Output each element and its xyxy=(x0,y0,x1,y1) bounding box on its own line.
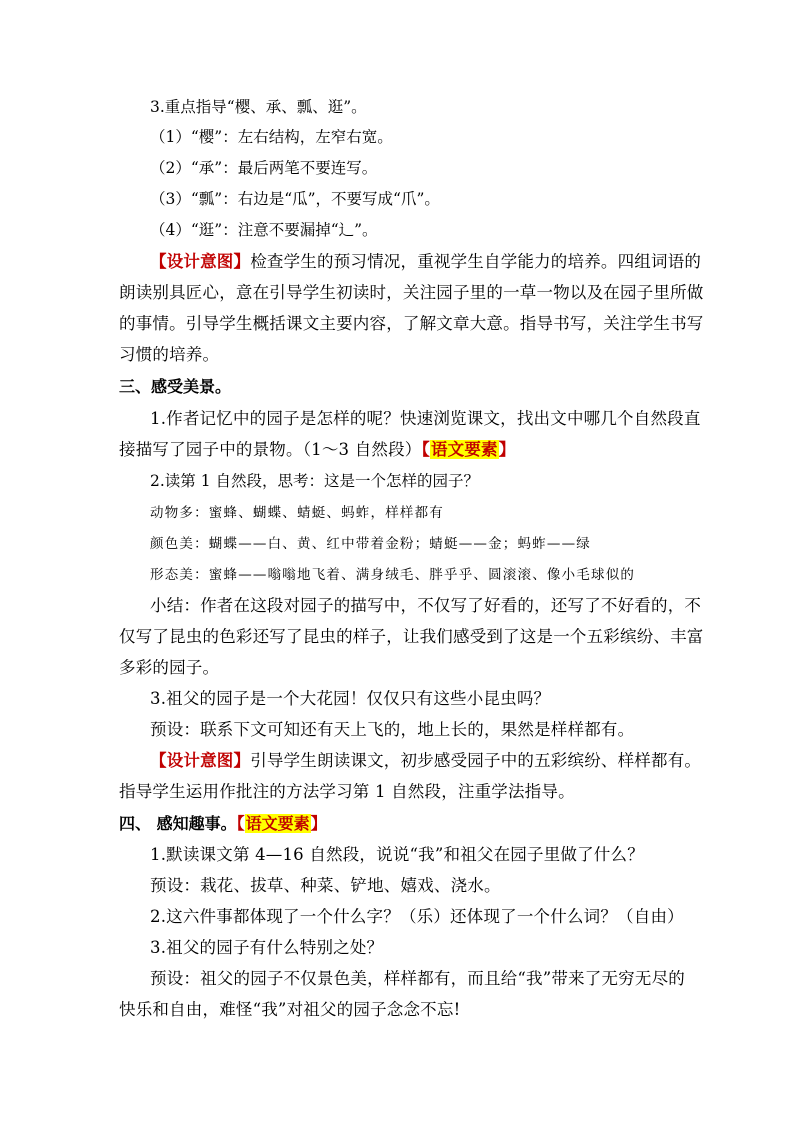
section-3-preset: 预设：联系下文可知还有天上飞的，地上长的，果然是样样都有。 xyxy=(150,720,635,739)
summary-line-1: 小结：作者在这段对园子的描写中，不仅写了好看的，还写了不好看的，不 xyxy=(150,596,702,615)
section-4-heading xyxy=(119,814,327,834)
language-element-tag: 语文要素 xyxy=(245,814,310,833)
design-intent-2-line-1 xyxy=(150,751,701,771)
guide-item-3: 3.重点指导“樱、承、瓢、逛”。 xyxy=(150,98,367,116)
design-intent-1-line-2: 朗读别具匠心，意在引导学生初读时，关注园子里的一草一物以及在园子里所做 xyxy=(119,283,704,302)
section-4-q1: 1.默读课文第 4—16 自然段，说说“我”和祖父在园子里做了什么？ xyxy=(150,845,644,864)
tag-bracket-close: 】 xyxy=(498,440,516,459)
section-4-preset-1: 预设：栽花、拔草、种菜、铲地、嬉戏、浇水。 xyxy=(150,876,501,895)
design-intent-1-line-4: 习惯的培养。 xyxy=(119,345,220,364)
guide-sub-2: （2）“承”：最后两笔不要连写。 xyxy=(150,159,378,177)
section-4-preset-3-line-2: 快乐和自由，难怪“我”对祖父的园子念念不忘! xyxy=(119,1000,461,1019)
guide-sub-4: （4）“逛”：注意不要漏掉“辶”。 xyxy=(150,221,378,239)
guide-sub-1: （1）“樱”：左右结构，左窄右宽。 xyxy=(150,128,393,146)
section-4-q2: 2.这六件事都体现了一个什么字？（乐）还体现了一个什么词？（自由） xyxy=(150,907,684,926)
section-4-heading-text: 四、 感知趣事。 xyxy=(119,814,237,833)
section-3-heading: 三、感受美景。 xyxy=(119,377,232,396)
summary-line-2: 仅写了昆虫的色彩还写了昆虫的样子，让我们感受到了这是一个五彩缤纷、丰富 xyxy=(119,627,704,646)
design-intent-tag: 【设计意图】 xyxy=(150,751,251,770)
section-3-q1-line-2 xyxy=(119,440,515,460)
note-forms: 形态美：蜜蜂——嗡嗡地飞着、满身绒毛、胖乎乎、圆滚滚、像小毛球似的 xyxy=(150,567,636,583)
section-3-q1-text: 接描写了园子中的景物。（1～3 自然段） xyxy=(119,440,422,459)
section-3-q2: 2.读第 1 自然段，思考：这是一个怎样的园子？ xyxy=(150,472,480,490)
tag-bracket-close: 】 xyxy=(310,814,327,833)
section-4-preset-3-line-1: 预设：祖父的园子不仅景色美，样样都有，而且给“我”带来了无穷无尽的 xyxy=(150,969,685,988)
tag-bracket-open: 【 xyxy=(421,440,430,459)
section-3-q1-line-1: 1.作者记忆中的园子是怎样的呢？快速浏览课文，找出文中哪几个自然段直 xyxy=(150,409,701,428)
guide-sub-3: （3）“瓢”：右边是“瓜”，不要写成“爪”。 xyxy=(150,190,440,208)
section-3-q3: 3.祖父的园子是一个大花园！仅仅只有这些小昆虫吗？ xyxy=(150,689,551,708)
design-intent-1-line-3: 的事情。引导学生概括课文主要内容，了解文章大意。指导书写，关注学生书写 xyxy=(119,314,704,333)
section-4-q3: 3.祖父的园子有什么特别之处？ xyxy=(150,938,384,957)
tag-bracket-open: 【 xyxy=(236,814,245,833)
design-intent-text: 检查学生的预习情况，重视学生自学能力的培养。四组词语的 xyxy=(250,252,702,271)
summary-line-3: 多彩的园子。 xyxy=(119,658,220,677)
note-animals: 动物多：蜜蜂、蝴蝶、蜻蜓、蚂蚱，样样都有 xyxy=(150,505,444,521)
design-intent-2-line-2: 指导学生运用作批注的方法学习第 1 自然段，注重学法指导。 xyxy=(119,782,575,801)
design-intent-1-line-1 xyxy=(150,252,701,272)
design-intent-tag: 【设计意图】 xyxy=(150,252,251,271)
design-intent-text: 引导学生朗读课文，初步感受园子中的五彩缤纷、样样都有。 xyxy=(250,751,702,770)
note-colors: 颜色美：蝴蝶——白、黄、红中带着金粉；蜻蜓——金；蚂蚱——绿 xyxy=(150,536,591,552)
language-element-tag: 语文要素 xyxy=(430,440,498,459)
